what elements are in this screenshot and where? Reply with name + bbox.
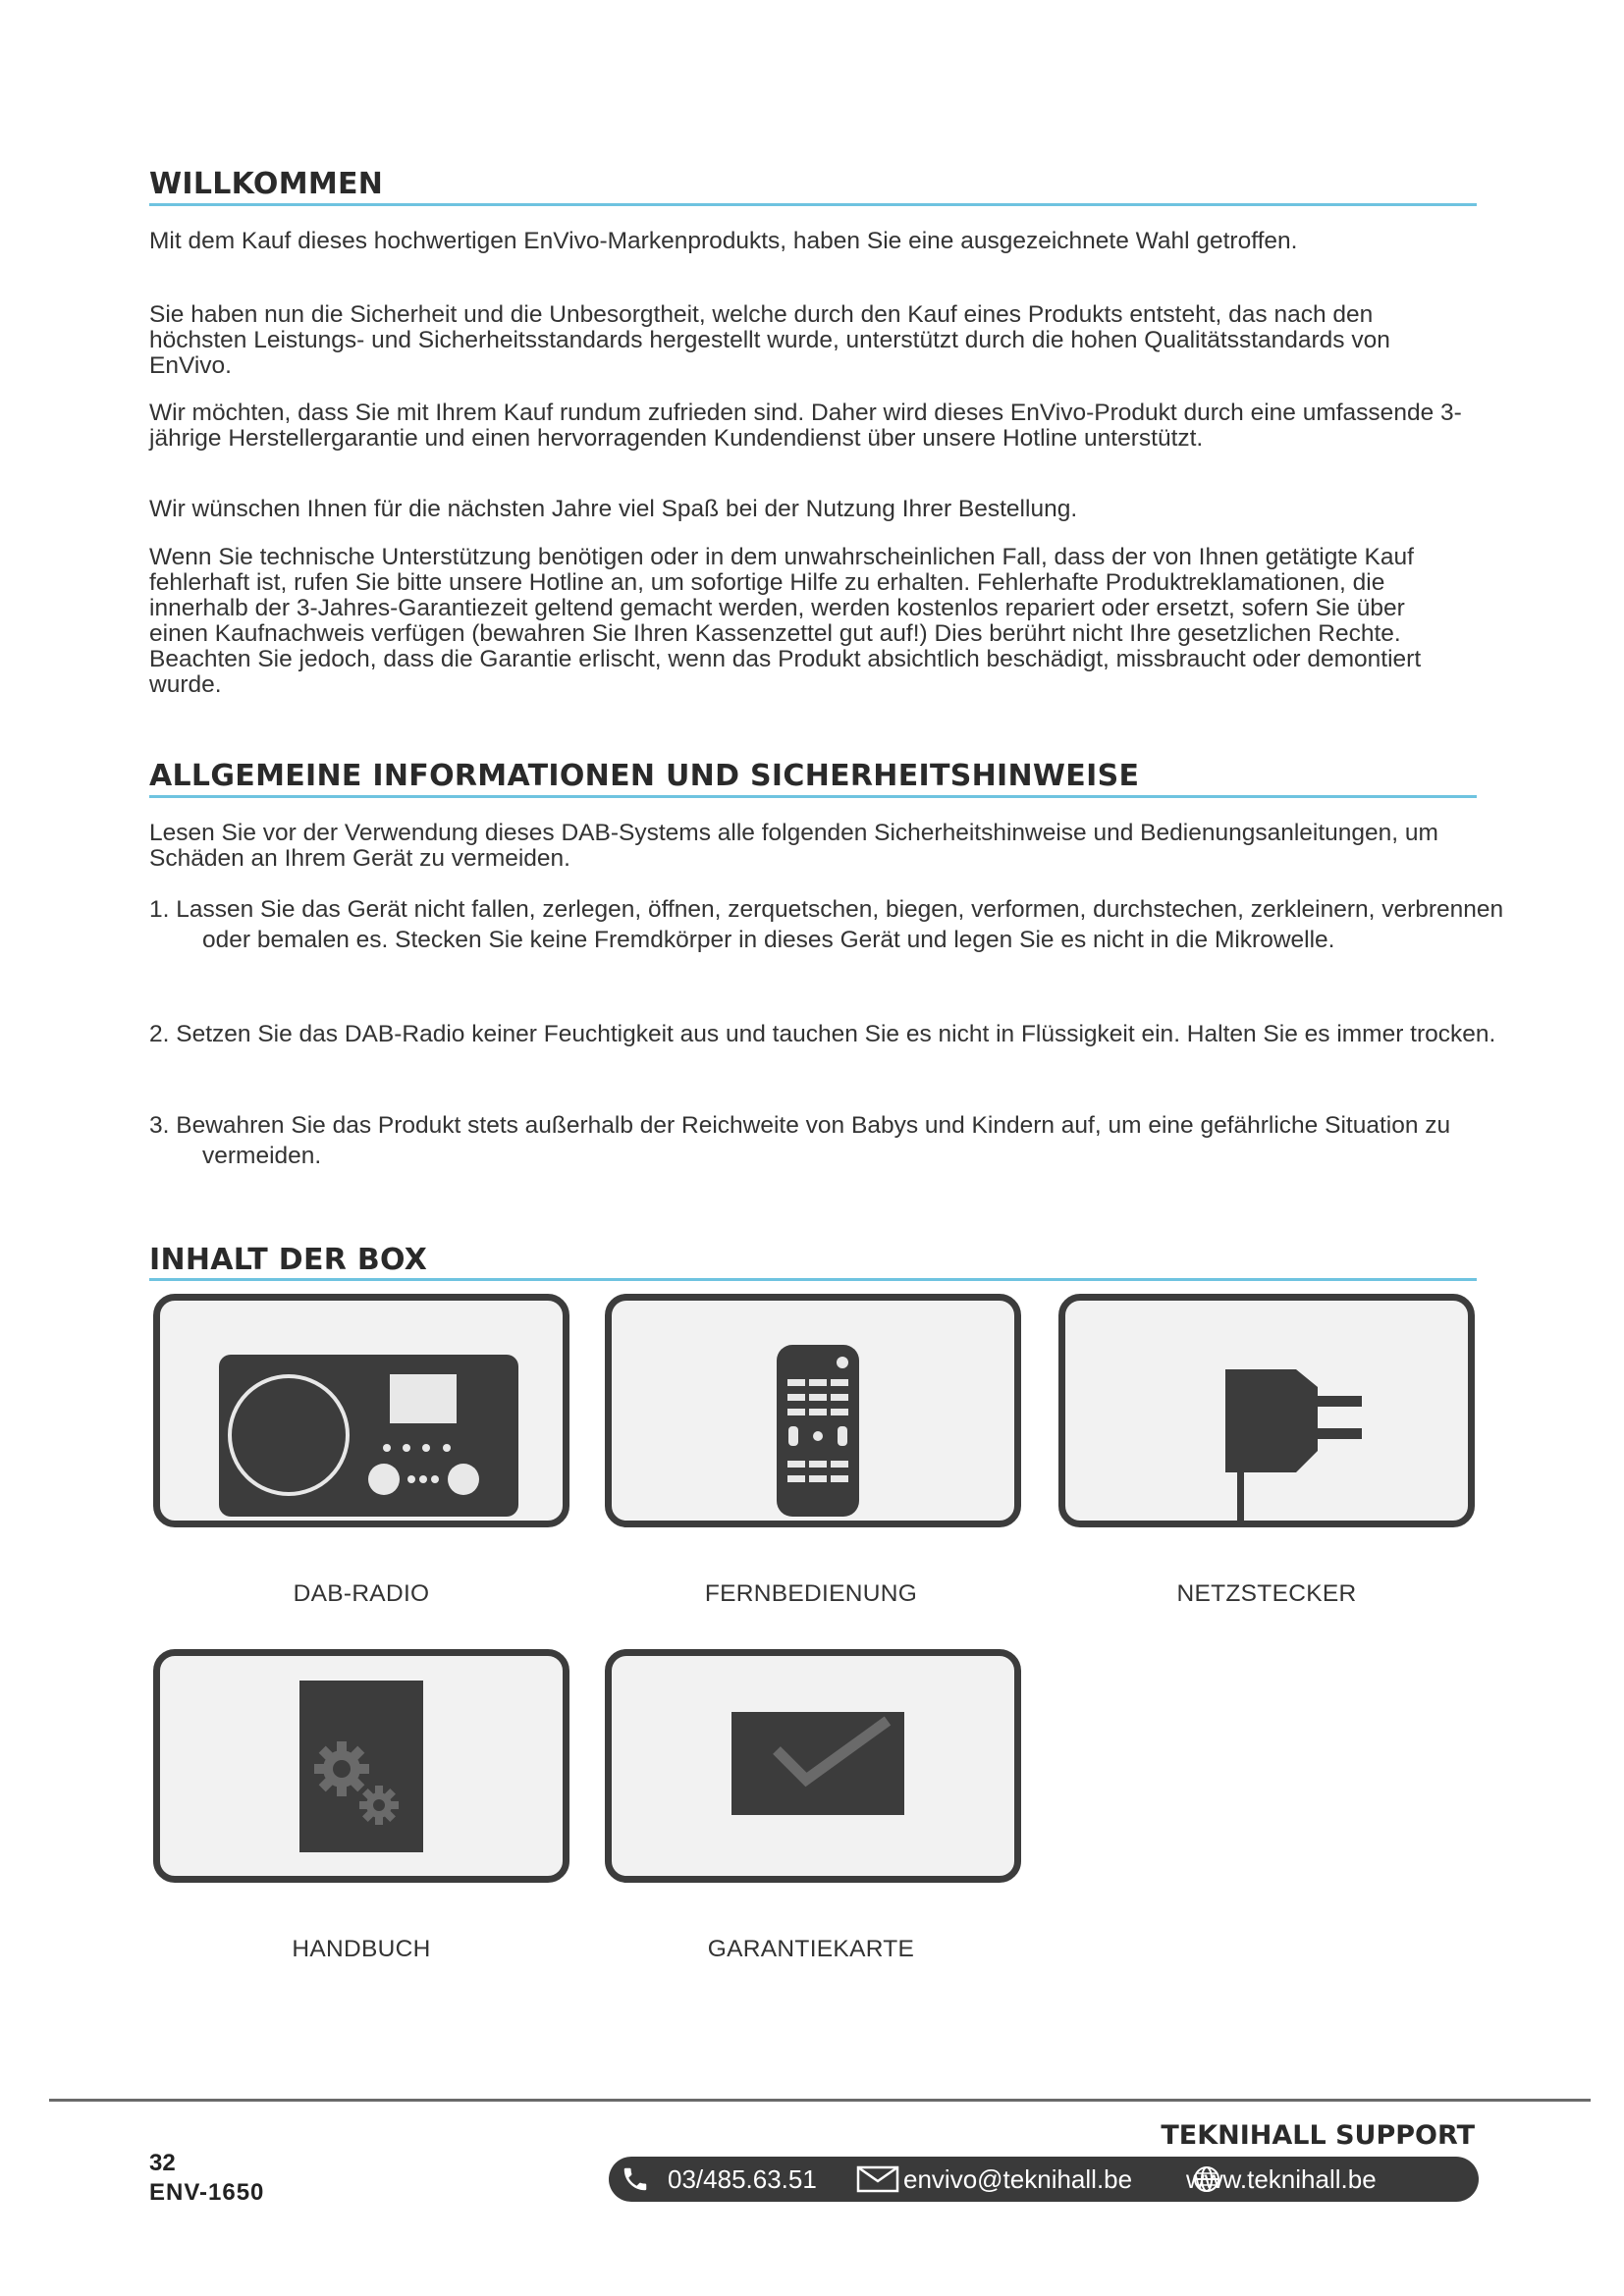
page-number: 32 [149, 2150, 176, 2176]
support-contact-bar [609, 2157, 1479, 2202]
welcome-paragraph: Wir wünschen Ihnen für die nächsten Jahre viel Spaß bei der Nutzung Ihrer Bestellung. [149, 496, 1078, 522]
safety-list-item: 2. Setzen Sie das DAB-Radio keiner Feuchtigkeit aus und tauchen Sie es nicht in Flüssigkeit ein. Halten Sie es immer trocken. [149, 1021, 1496, 1047]
section-title-safety: ALLGEMEINE INFORMATIONEN UND SICHERHEITSHINWEISE [149, 759, 1140, 793]
welcome-paragraph: Mit dem Kauf dieses hochwertigen EnVivo-Markenprodukts, haben Sie eine ausgezeichnete Wahl getroffen. [149, 228, 1298, 254]
box-item-warranty-card [605, 1649, 1021, 1883]
support-email[interactable]: envivo@teknihall.be [903, 2164, 1133, 2194]
box-item-label: HANDBUCH [292, 1936, 431, 1962]
section-rule [149, 1278, 1477, 1281]
support-website[interactable]: www.teknihall.be [1186, 2164, 1377, 2194]
welcome-paragraph: Sie haben nun die Sicherheit und die Unbesorgtheit, welche durch den Kauf eines Produkts entsteht, das nach den höchsten Leistungs- und Sicherheitsstandards hergestellt wurde, unterstützt durch die hohen Qualitätsstandards von EnVivo. [149, 301, 1390, 379]
box-item-remote-control [605, 1294, 1021, 1527]
safety-list-item: 1. Lassen Sie das Gerät nicht fallen, zerlegen, öffnen, zerquetschen, biegen, verformen, durchstechen, zerkleinern, verbrennen oder bemalen es. Stecken Sie keine Fremdkörper in dieses Gerät und legen Sie es nicht in die Mikrowelle. [149, 896, 1504, 953]
welcome-paragraph: Wenn Sie technische Unterstützung benötigen oder in dem unwahrscheinlichen Fall, dass der von Ihnen getätigte Kauf fehlerhaft ist, rufen Sie bitte unsere Hotline an, um sofortige Hilfe zu erhalten. Fehlerhafte Produktreklamationen, die innerhalb der 3-Jahres-Garantiezeit geltend gemacht werden, werden kostenlos repariert oder ersetzt, sofern Sie über einen Kaufnachweis verfügen (bewahren Sie Ihren Kassenzettel gut auf!) Dies berührt nicht Ihre gesetzlichen Rechte. Beachten Sie jedoch, dass die Garantie erlischt, wenn das Produkt absichtlich beschädigt, missbraucht oder demontiert wurde. [149, 544, 1422, 698]
section-title-welcome: WILLKOMMEN [149, 167, 384, 201]
section-rule [149, 203, 1477, 206]
box-item-label: FERNBEDIENUNG [704, 1580, 918, 1607]
box-item-label: DAB-RADIO [293, 1580, 430, 1607]
phone-icon [621, 2164, 650, 2194]
welcome-paragraph: Wir möchten, dass Sie mit Ihrem Kauf rundum zufrieden sind. Daher wird dieses EnVivo-Produkt durch eine umfassende 3-jährige Herstellergarantie und einen hervorragenden Kundendienst über unsere Hotline unterstützt. [149, 400, 1462, 452]
safety-list-item: 3. Bewahren Sie das Produkt stets außerhalb der Reichweite von Babys und Kindern auf, um eine gefährliche Situation zu vermeiden. [149, 1112, 1451, 1169]
manual-gears-icon [160, 1656, 563, 1876]
footer-divider [49, 2099, 1591, 2102]
box-item-label: NETZSTECKER [1176, 1580, 1357, 1607]
box-item-power-plug [1058, 1294, 1475, 1527]
support-phone[interactable]: 03/485.63.51 [668, 2164, 817, 2194]
remote-control-icon [612, 1301, 1014, 1521]
section-rule [149, 795, 1477, 798]
box-item-dab-radio [153, 1294, 569, 1527]
safety-intro: Lesen Sie vor der Verwendung dieses DAB-Systems alle folgenden Sicherheitshinweise und Bedienungsanleitungen, um Schäden an Ihrem Gerät zu vermeiden. [149, 820, 1438, 872]
dab-radio-icon [160, 1301, 563, 1521]
box-item-manual [153, 1649, 569, 1883]
support-title: TEKNIHALL SUPPORT [1161, 2120, 1475, 2151]
warranty-check-icon [612, 1656, 1014, 1876]
box-item-label: GARANTIEKARTE [707, 1936, 915, 1962]
power-plug-icon [1065, 1301, 1468, 1521]
model-number: ENV-1650 [149, 2179, 265, 2206]
section-title-box-contents: INHALT DER BOX [149, 1243, 428, 1277]
mail-icon [856, 2164, 899, 2194]
